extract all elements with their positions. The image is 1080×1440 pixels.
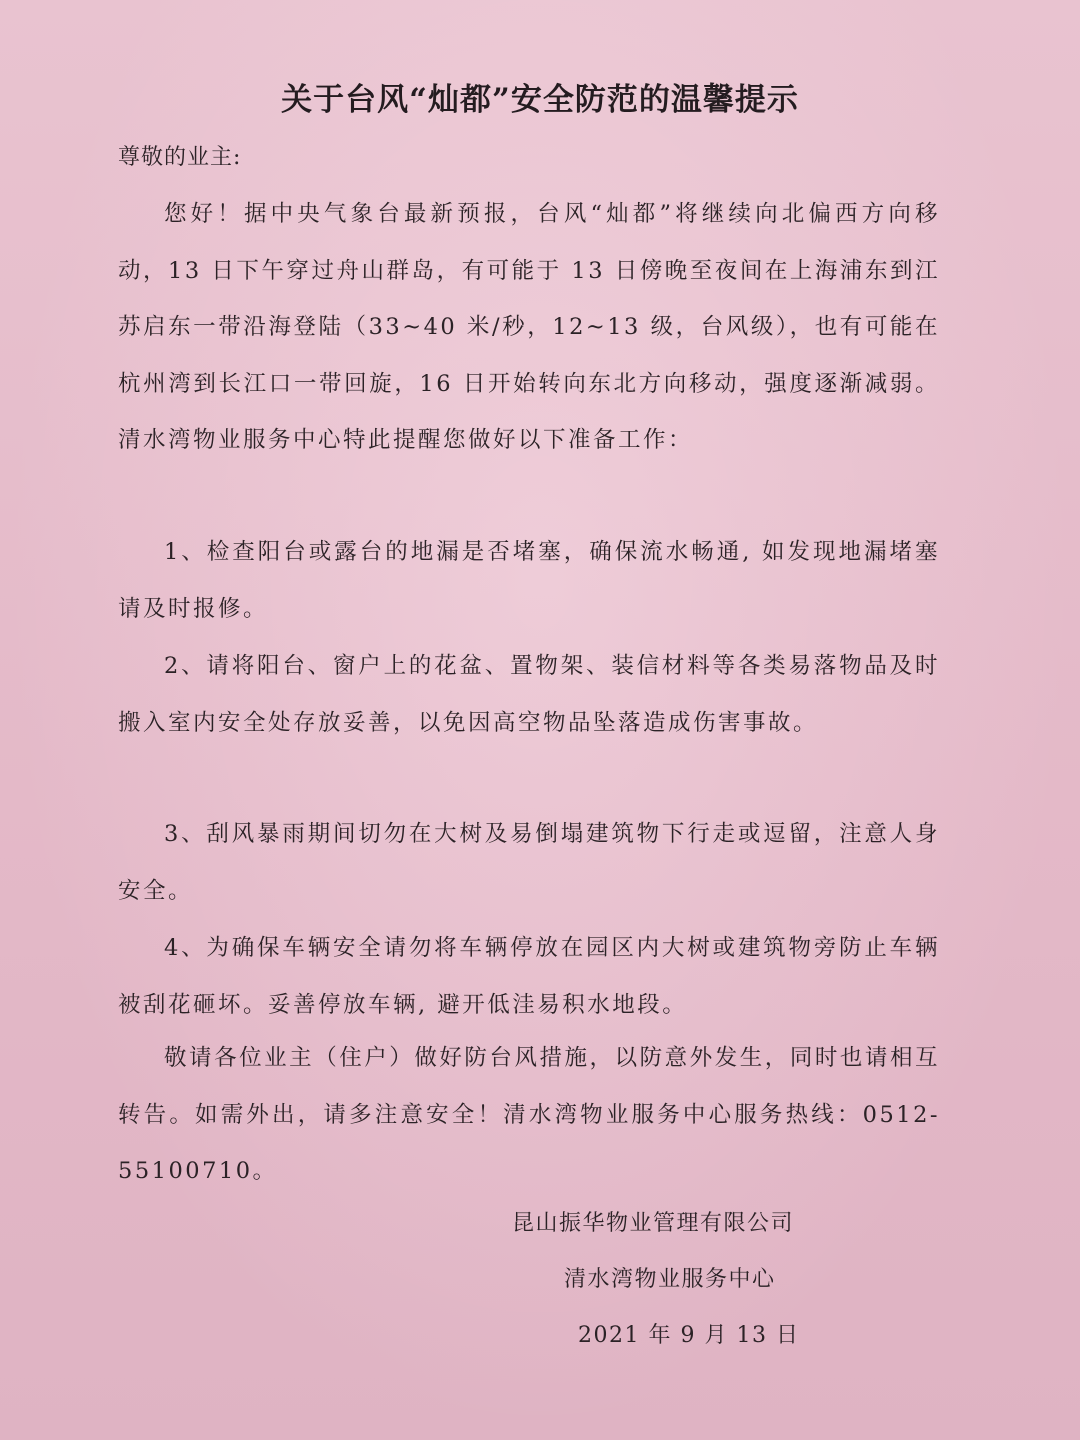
salutation: 尊敬的业主: bbox=[118, 145, 242, 170]
intro-paragraph: 您好！据中央气象台最新预报，台风“灿都”将继续向北偏西方向移动，13 日下午穿过舟山群岛，有可能于 13 日傍晚至夜间在上海浦东到江苏启东一带沿海登陆（33~40 米/秒，12~13 级，台风级），也有可能在杭州湾到长江口一带回旋，16 日开始转向东北方向移动，强度逐渐减弱。清水湾物业服务中心特此提醒您做好以下准备工作： bbox=[118, 201, 940, 453]
signature-date: 2021 年 9 月 13 日 bbox=[578, 1323, 800, 1348]
signature-service-center: 清水湾物业服务中心 bbox=[564, 1267, 776, 1292]
notice-title: 关于台风“灿都”安全防范的温馨提示 bbox=[281, 82, 799, 118]
signature-company: 昆山振华物业管理有限公司 bbox=[512, 1211, 795, 1236]
tip-item-2: 2、请将阳台、窗户上的花盆、置物架、装信材料等各类易落物品及时搬入室内安全处存放妥善，以免因高空物品坠落造成伤害事故。 bbox=[118, 653, 940, 736]
closing-paragraph: 敬请各位业主（住户）做好防台风措施，以防意外发生，同时也请相互转告。如需外出，请多注意安全！清水湾物业服务中心服务热线：0512-55100710。 bbox=[118, 1045, 940, 1184]
tip-item-4: 4、为确保车辆安全请勿将车辆停放在园区内大树或建筑物旁防止车辆被刮花砸坏。妥善停放车辆, 避开低洼易积水地段。 bbox=[118, 935, 940, 1018]
tip-item-3: 3、刮风暴雨期间切勿在大树及易倒塌建筑物下行走或逗留，注意人身安全。 bbox=[118, 821, 940, 904]
tip-item-1: 1、检查阳台或露台的地漏是否堵塞，确保流水畅通, 如发现地漏堵塞请及时报修。 bbox=[118, 539, 940, 622]
